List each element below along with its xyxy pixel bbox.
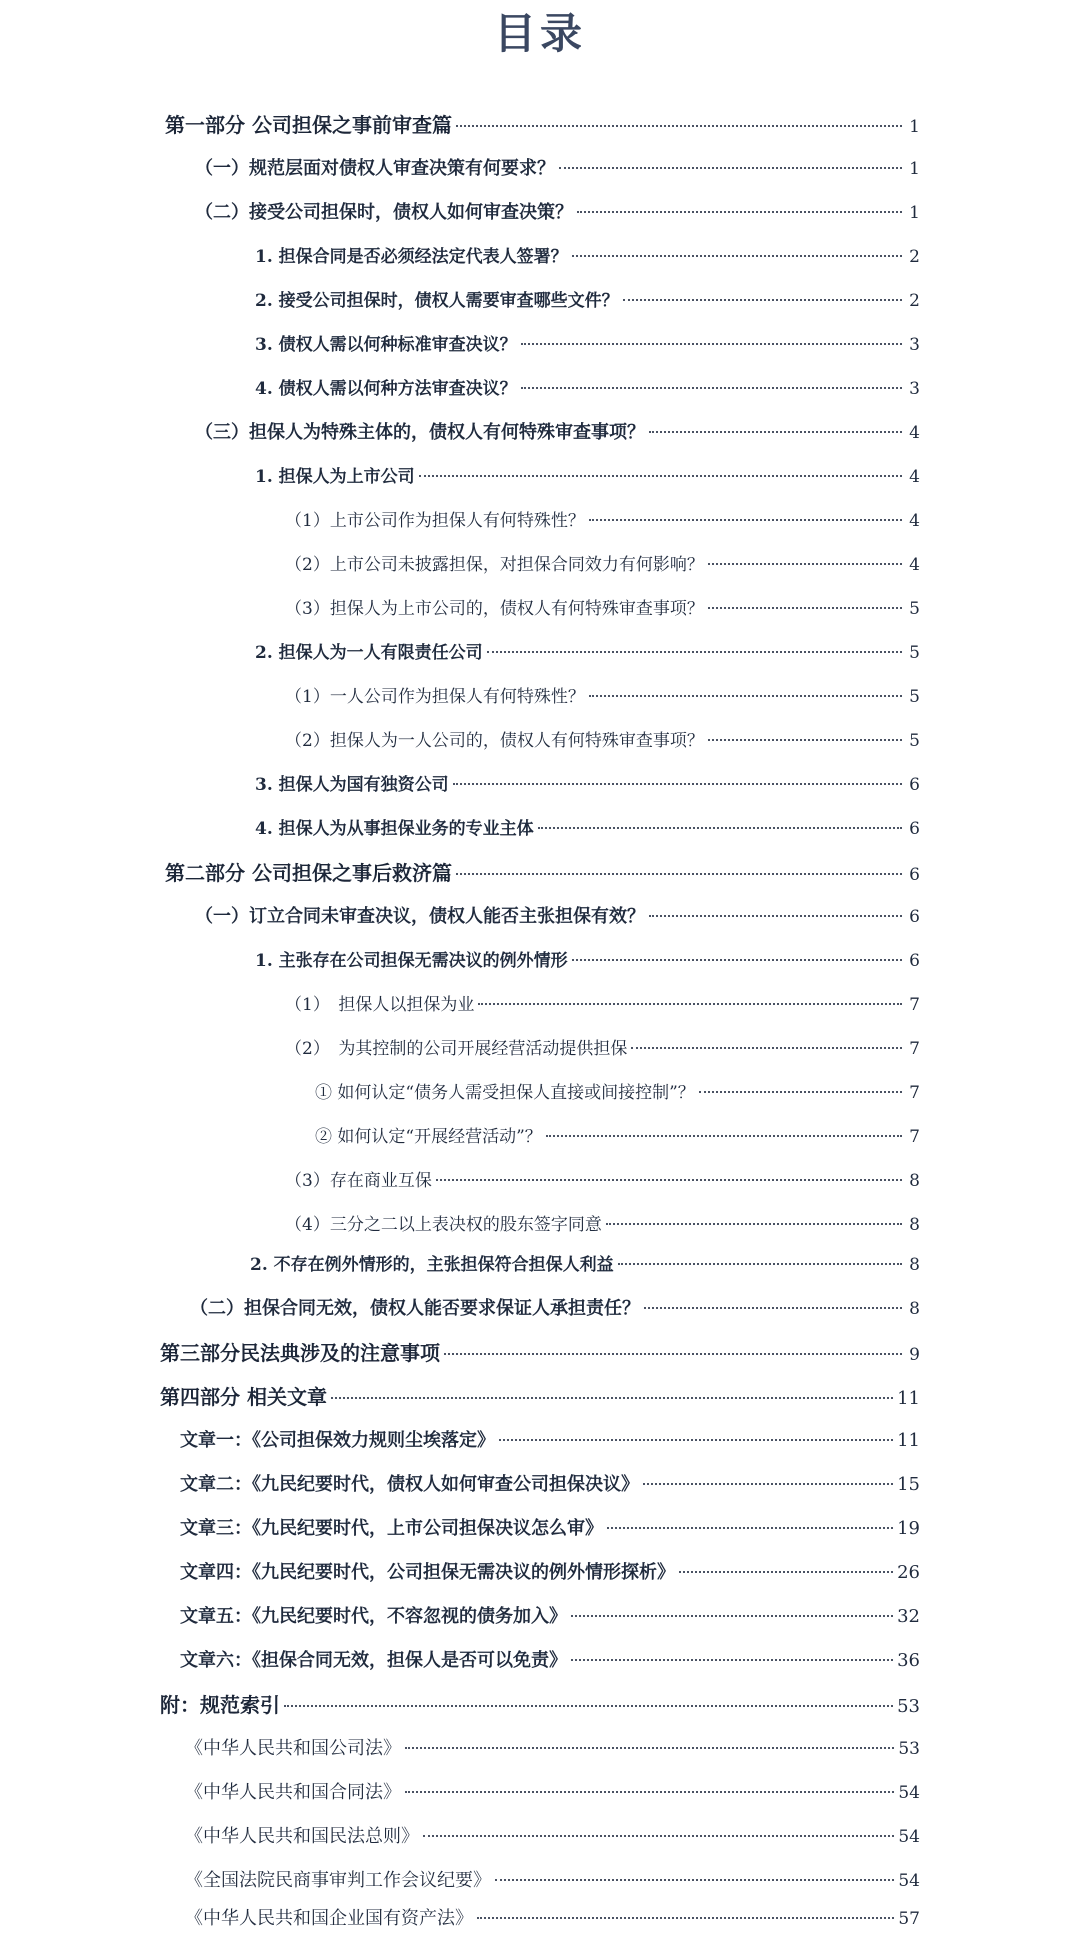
toc-entry-label: 1. 担保人为上市公司 xyxy=(255,467,415,487)
toc-entry-label: 文章四：《九民纪要时代，公司担保无需决议的例外情形探析》 xyxy=(180,1562,675,1583)
dot-leader xyxy=(606,1223,902,1225)
toc-entry-label: 4. 担保人为从事担保业务的专业主体 xyxy=(255,819,534,839)
toc-entry[interactable] xyxy=(180,1514,920,1544)
toc-entry-label: 1. 担保合同是否必须经法定代表人签署？ xyxy=(255,247,568,267)
dot-leader xyxy=(487,651,902,653)
toc-entry-page-number: 4 xyxy=(909,467,920,487)
toc-entry[interactable] xyxy=(285,550,920,580)
toc-entry-label: 《中华人民共和国公司法》 xyxy=(185,1738,401,1759)
toc-entry[interactable] xyxy=(160,1338,920,1368)
dot-leader xyxy=(679,1571,893,1573)
dot-leader xyxy=(607,1527,893,1529)
toc-entry-label: 附：规范索引 xyxy=(160,1693,280,1717)
toc-entry[interactable] xyxy=(255,330,920,360)
dot-leader xyxy=(538,827,902,829)
toc-entry[interactable] xyxy=(165,110,920,140)
toc-entry[interactable] xyxy=(285,506,920,536)
toc-entry[interactable] xyxy=(315,1122,920,1152)
dot-leader xyxy=(618,1263,902,1265)
toc-entry-label: 《中华人民共和国民法总则》 xyxy=(185,1826,419,1847)
toc-entry-label: （4）三分之二以上表决权的股东签字同意 xyxy=(285,1215,602,1235)
toc-entry-page-number: 19 xyxy=(897,1518,920,1539)
dot-leader xyxy=(405,1747,894,1749)
toc-entry-label: 文章一：《公司担保效力规则尘埃落定》 xyxy=(180,1430,495,1451)
toc-entry-page-number: 32 xyxy=(897,1606,920,1627)
toc-entry-label: 4. 债权人需以何种方法审查决议？ xyxy=(255,379,517,399)
dot-leader xyxy=(649,431,902,433)
dot-leader xyxy=(559,167,902,169)
toc-entry-page-number: 3 xyxy=(909,379,920,399)
toc-entry-page-number: 5 xyxy=(909,599,920,619)
toc-entry-label: （二）担保合同无效，债权人能否要求保证人承担责任？ xyxy=(190,1298,640,1319)
toc-entry[interactable] xyxy=(195,154,920,184)
toc-entry-page-number: 3 xyxy=(909,335,920,355)
toc-entry[interactable] xyxy=(165,858,920,888)
dot-leader xyxy=(423,1835,894,1837)
dot-leader xyxy=(572,255,902,257)
toc-entry-page-number: 15 xyxy=(897,1474,920,1495)
toc-entry-page-number: 4 xyxy=(909,511,920,531)
toc-entry[interactable] xyxy=(185,1904,920,1934)
toc-entry-page-number: 7 xyxy=(909,995,920,1015)
toc-entry-page-number: 5 xyxy=(909,687,920,707)
toc-entry[interactable] xyxy=(285,1034,920,1064)
toc-entry[interactable] xyxy=(315,1078,920,1108)
toc-entry-page-number: 7 xyxy=(909,1039,920,1059)
dot-leader xyxy=(331,1397,893,1399)
toc-entry-page-number: 1 xyxy=(909,159,920,179)
dot-leader xyxy=(699,1091,902,1093)
toc-entry[interactable] xyxy=(195,902,920,932)
toc-entry[interactable] xyxy=(180,1602,920,1632)
toc-entry[interactable] xyxy=(255,462,920,492)
toc-entry-page-number: 11 xyxy=(897,1388,920,1409)
dot-leader xyxy=(405,1791,894,1793)
toc-entry-label: 文章五：《九民纪要时代，不容忽视的债务加入》 xyxy=(180,1606,567,1627)
toc-entry-label: 《中华人民共和国企业国有资产法》 xyxy=(185,1908,473,1929)
toc-entry-label: （1） 担保人以担保为业 xyxy=(285,995,475,1015)
dot-leader xyxy=(708,607,902,609)
toc-entry[interactable] xyxy=(185,1734,920,1764)
dot-leader xyxy=(649,915,902,917)
toc-entry-label: 文章三：《九民纪要时代，上市公司担保决议怎么审》 xyxy=(180,1518,603,1539)
toc-entry-page-number: 7 xyxy=(909,1127,920,1147)
toc-entry[interactable] xyxy=(180,1470,920,1500)
toc-entry-label: 2. 接受公司担保时，债权人需要审查哪些文件？ xyxy=(255,291,619,311)
toc-entry[interactable] xyxy=(195,418,920,448)
toc-entry-label: （2）担保人为一人公司的，债权人有何特殊审查事项？ xyxy=(285,731,704,751)
dot-leader xyxy=(419,475,902,477)
toc-entry[interactable] xyxy=(185,1866,920,1896)
toc-entry-page-number: 6 xyxy=(909,951,920,971)
toc-entry[interactable] xyxy=(195,198,920,228)
dot-leader xyxy=(478,1003,902,1005)
toc-entry-label: （1）一人公司作为担保人有何特殊性？ xyxy=(285,687,585,707)
toc-entry-label: 《中华人民共和国合同法》 xyxy=(185,1782,401,1803)
toc-entry-page-number: 54 xyxy=(898,1871,920,1891)
toc-entry[interactable] xyxy=(285,1210,920,1240)
toc-entry[interactable] xyxy=(285,990,920,1020)
toc-entry-label: （2） 为其控制的公司开展经营活动提供担保 xyxy=(285,1039,628,1059)
toc-entry[interactable] xyxy=(255,242,920,272)
dot-leader xyxy=(284,1705,893,1707)
dot-leader xyxy=(708,739,902,741)
toc-entry-page-number: 54 xyxy=(898,1783,920,1803)
toc-entry[interactable] xyxy=(285,726,920,756)
toc-entry-page-number: 26 xyxy=(897,1562,920,1583)
toc-entry-page-number: 2 xyxy=(909,291,920,311)
toc-entry-label: 2. 不存在例外情形的，主张担保符合担保人利益 xyxy=(250,1255,614,1275)
dot-leader xyxy=(644,1307,902,1309)
toc-entry-page-number: 53 xyxy=(898,1739,920,1759)
toc-entry-page-number: 5 xyxy=(909,643,920,663)
toc-entry-page-number: 5 xyxy=(909,731,920,751)
dot-leader xyxy=(589,519,902,521)
toc-entry[interactable] xyxy=(255,638,920,668)
toc-entry[interactable] xyxy=(285,594,920,624)
toc-entry-label: （2）上市公司未披露担保，对担保合同效力有何影响？ xyxy=(285,555,704,575)
toc-entry[interactable] xyxy=(185,1822,920,1852)
toc-entry[interactable] xyxy=(255,286,920,316)
toc-entry[interactable] xyxy=(190,1294,920,1324)
toc-entry[interactable] xyxy=(285,1166,920,1196)
toc-entry[interactable] xyxy=(255,374,920,404)
dot-leader xyxy=(444,1353,902,1355)
dot-leader xyxy=(589,695,902,697)
toc-entry-label: （一）规范层面对债权人审查决策有何要求？ xyxy=(195,158,555,179)
toc-entry[interactable] xyxy=(180,1426,920,1456)
toc-entry-page-number: 53 xyxy=(897,1696,920,1717)
toc-entry-page-number: 8 xyxy=(909,1171,920,1191)
dot-leader xyxy=(521,343,902,345)
toc-entry-label: 第二部分 公司担保之事后救济篇 xyxy=(165,861,452,885)
dot-leader xyxy=(521,387,902,389)
toc-entry-label: ① 如何认定“债务人需受担保人直接或间接控制”？ xyxy=(315,1083,695,1103)
toc-entry-label: （3）存在商业互保 xyxy=(285,1171,432,1191)
toc-entry-page-number: 6 xyxy=(909,907,920,927)
toc-entry-page-number: 8 xyxy=(909,1215,920,1235)
toc-entry[interactable] xyxy=(255,814,920,844)
toc-entry[interactable] xyxy=(180,1646,920,1676)
toc-entry-page-number: 4 xyxy=(909,423,920,443)
dot-leader xyxy=(577,211,902,213)
toc-entry-page-number: 1 xyxy=(909,203,920,223)
dot-leader xyxy=(456,873,902,875)
dot-leader xyxy=(495,1879,894,1881)
document-title: 目录 xyxy=(493,9,586,58)
dot-leader xyxy=(572,959,902,961)
toc-entry-page-number: 6 xyxy=(909,865,920,885)
toc-entry-label: （3）担保人为上市公司的，债权人有何特殊审查事项？ xyxy=(285,599,704,619)
toc-entry[interactable] xyxy=(160,1690,920,1720)
toc-entry[interactable] xyxy=(255,946,920,976)
toc-entry[interactable] xyxy=(285,682,920,712)
dot-leader xyxy=(708,563,902,565)
toc-entry[interactable] xyxy=(160,1382,920,1412)
toc-entry-page-number: 6 xyxy=(909,819,920,839)
toc-entry-label: （三）担保人为特殊主体的，债权人有何特殊审查事项？ xyxy=(195,422,645,443)
toc-entry-label: 1. 主张存在公司担保无需决议的例外情形 xyxy=(255,951,568,971)
toc-entry-label: 文章六：《担保合同无效，担保人是否可以免责》 xyxy=(180,1650,567,1671)
toc-entry-label: 第三部分民法典涉及的注意事项 xyxy=(160,1341,440,1365)
dot-leader xyxy=(436,1179,902,1181)
toc-entry-label: 3. 债权人需以何种标准审查决议？ xyxy=(255,335,517,355)
toc-entry-label: （1）上市公司作为担保人有何特殊性？ xyxy=(285,511,585,531)
toc-entry-label: 第一部分 公司担保之事前审查篇 xyxy=(165,113,452,137)
toc-entry-label: 文章二：《九民纪要时代，债权人如何审查公司担保决议》 xyxy=(180,1474,639,1495)
toc-entry-label: 《全国法院民商事审判工作会议纪要》 xyxy=(185,1870,491,1891)
toc-entry-page-number: 9 xyxy=(909,1345,920,1365)
toc-entry-label: 第四部分 相关文章 xyxy=(160,1385,327,1409)
toc-entry-page-number: 6 xyxy=(909,775,920,795)
toc-entry-page-number: 8 xyxy=(909,1255,920,1275)
toc-entry[interactable] xyxy=(250,1250,920,1280)
toc-entry-page-number: 36 xyxy=(897,1650,920,1671)
toc-entry-label: （二）接受公司担保时，债权人如何审查决策？ xyxy=(195,202,573,223)
toc-entry-page-number: 1 xyxy=(909,117,920,137)
dot-leader xyxy=(456,125,902,127)
toc-entry-page-number: 54 xyxy=(898,1827,920,1847)
dot-leader xyxy=(546,1135,902,1137)
toc-entry-page-number: 11 xyxy=(897,1430,920,1451)
dot-leader xyxy=(623,299,902,301)
toc-entry-page-number: 4 xyxy=(909,555,920,575)
dot-leader xyxy=(453,783,902,785)
toc-entry-label: ② 如何认定“开展经营活动”？ xyxy=(315,1127,542,1147)
toc-entry[interactable] xyxy=(185,1778,920,1808)
toc-entry-page-number: 57 xyxy=(898,1909,920,1929)
toc-entry-label: 2. 担保人为一人有限责任公司 xyxy=(255,643,483,663)
dot-leader xyxy=(571,1615,893,1617)
toc-entry[interactable] xyxy=(180,1558,920,1588)
dot-leader xyxy=(571,1659,893,1661)
dot-leader xyxy=(477,1917,894,1919)
toc-entry-page-number: 8 xyxy=(909,1299,920,1319)
toc-entry-label: （一）订立合同未审查决议，债权人能否主张担保有效？ xyxy=(195,906,645,927)
dot-leader xyxy=(631,1047,902,1049)
toc-entry[interactable] xyxy=(255,770,920,800)
dot-leader xyxy=(499,1439,893,1441)
dot-leader xyxy=(643,1483,893,1485)
toc-entry-page-number: 7 xyxy=(909,1083,920,1103)
toc-entry-label: 3. 担保人为国有独资公司 xyxy=(255,775,449,795)
toc-entry-page-number: 2 xyxy=(909,247,920,267)
